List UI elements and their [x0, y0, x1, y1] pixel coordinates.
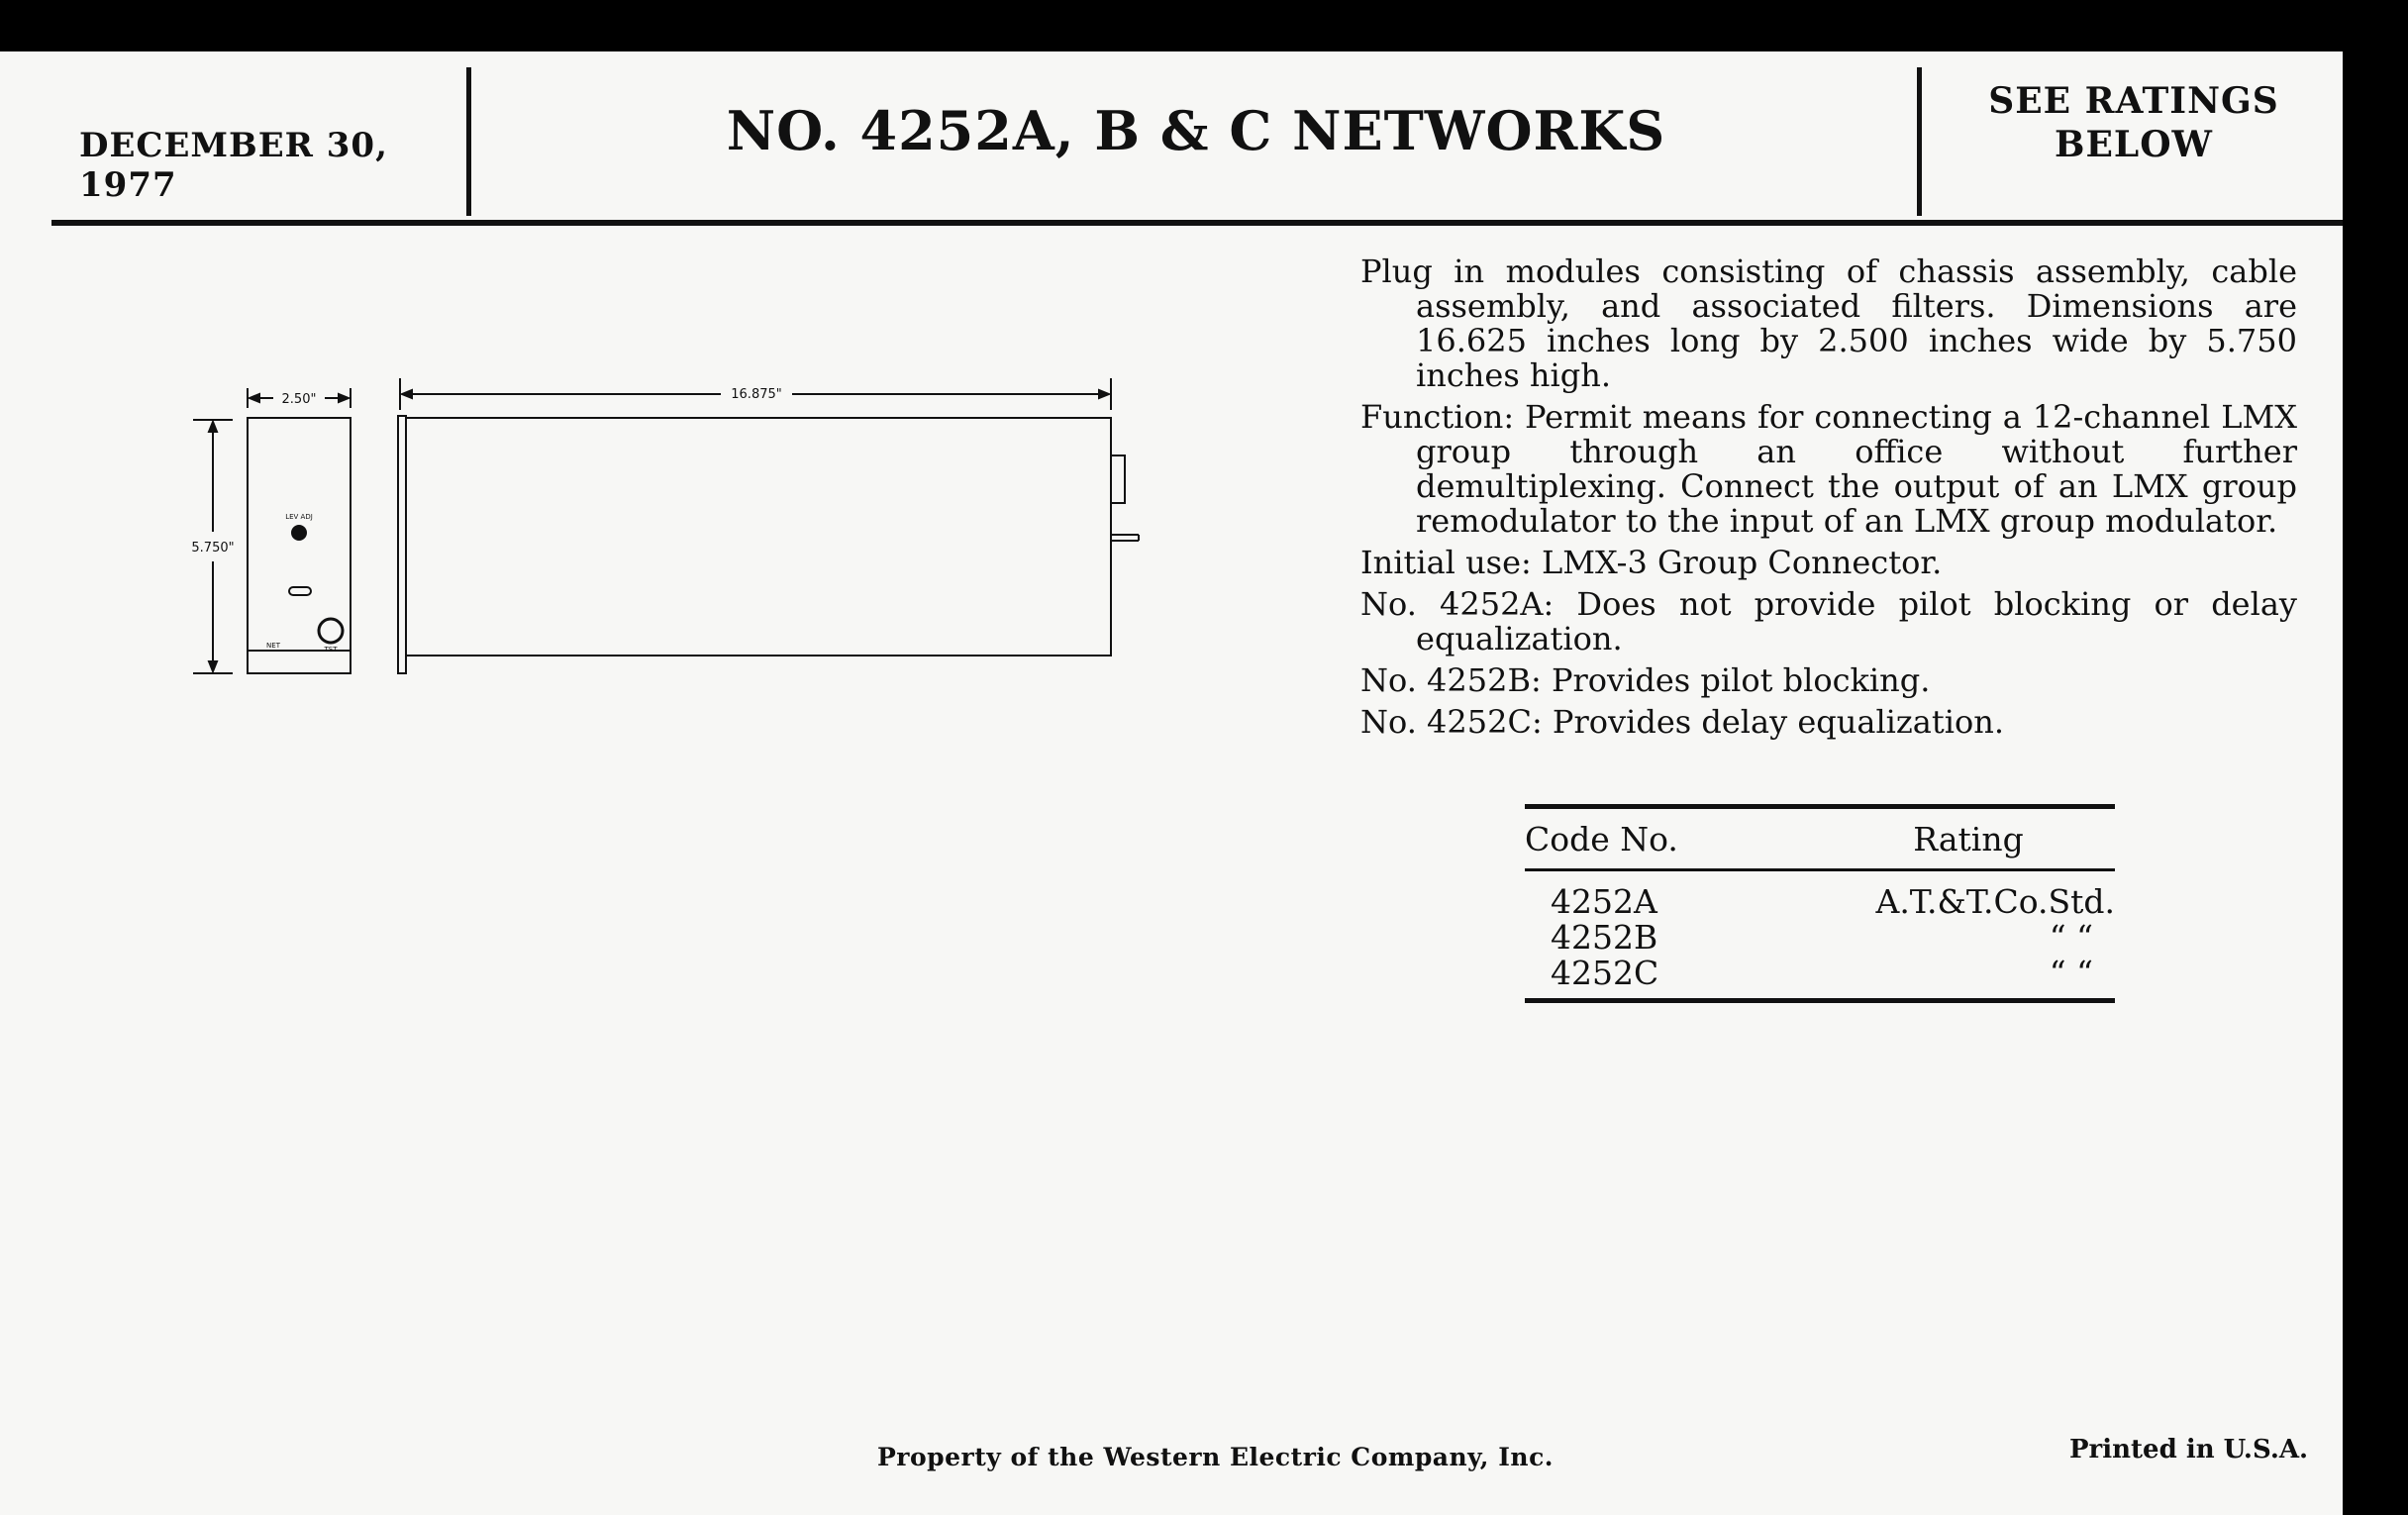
- net-label: NET: [266, 642, 280, 650]
- module-drawing: [178, 349, 1168, 705]
- length-dimension-label: 16.875": [731, 387, 782, 402]
- side-view-outline: [406, 418, 1111, 656]
- header-ratings-note: [1926, 79, 2342, 166]
- table-header-code: Code No.: [1525, 819, 1678, 858]
- table-cell-rating: “ “: [2049, 917, 2093, 957]
- table-cell-code: 4252C: [1551, 953, 1659, 992]
- side-view-faceplate: [398, 416, 406, 673]
- front-view-outline: [248, 418, 351, 673]
- width-dimension-label: 2.50": [281, 392, 317, 407]
- ratings-table: [1525, 804, 2115, 1003]
- table-cell-code: 4252A: [1551, 881, 1657, 921]
- table-row: [1525, 955, 2115, 990]
- header-date: DECEMBER 30, 1977: [79, 126, 388, 205]
- description-function: Function: Permit means for connecting a 12-channel LMX group through an office without further demultiplexing. Connect the output of an LMX group remodulator to the input of an LMX group modulator.: [1360, 398, 2297, 540]
- connector-block: [1111, 455, 1125, 503]
- ratings-line-1: SEE RATINGS: [1988, 80, 2279, 122]
- lev-adj-knob-icon: [292, 526, 306, 540]
- lev-adj-label: LEV ADJ: [285, 513, 313, 521]
- table-cell-rating: A.T.&T.Co.Std.: [1875, 881, 2115, 921]
- table-row: [1525, 919, 2115, 955]
- page-title: NO. 4252A, B & C NETWORKS: [726, 99, 1666, 162]
- ratings-line-2: BELOW: [2055, 124, 2213, 165]
- table-header-row: [1525, 809, 2115, 871]
- data-sheet-card: [0, 51, 2343, 1515]
- test-jack-icon: [319, 619, 343, 643]
- footer-property-notice: Property of the Western Electric Company, Inc.: [877, 1443, 1555, 1471]
- indicator-slot-icon: [289, 587, 311, 595]
- description-paragraph: Plug in modules consisting of chassis assembly, cable assembly, and associated filters. Dimensions are 16.625 inches long by 2.500 inches wide by 5.750 inches high.: [1360, 252, 2297, 394]
- description-4252b: No. 4252B: Provides pilot blocking.: [1360, 661, 1931, 699]
- table-body: [1525, 871, 2115, 998]
- description: [1360, 254, 2297, 747]
- table-cell-rating: “ “: [2049, 953, 2093, 992]
- tst-label: TST: [324, 646, 338, 654]
- header-rule: [51, 220, 2343, 226]
- description-4252a: No. 4252A: Does not provide pilot blocking or delay equalization.: [1360, 585, 2297, 657]
- description-initial-use: Initial use: LMX-3 Group Connector.: [1360, 544, 1943, 581]
- table-cell-code: 4252B: [1551, 917, 1658, 957]
- header-divider-left: [466, 67, 471, 216]
- height-dimension-label: 5.750": [191, 541, 235, 556]
- table-header-rating: Rating: [1913, 819, 2024, 858]
- footer-printed-in: Printed in U.S.A.: [2069, 1435, 2309, 1464]
- description-4252c: No. 4252C: Provides delay equalization.: [1360, 703, 2004, 741]
- table-row: [1525, 883, 2115, 919]
